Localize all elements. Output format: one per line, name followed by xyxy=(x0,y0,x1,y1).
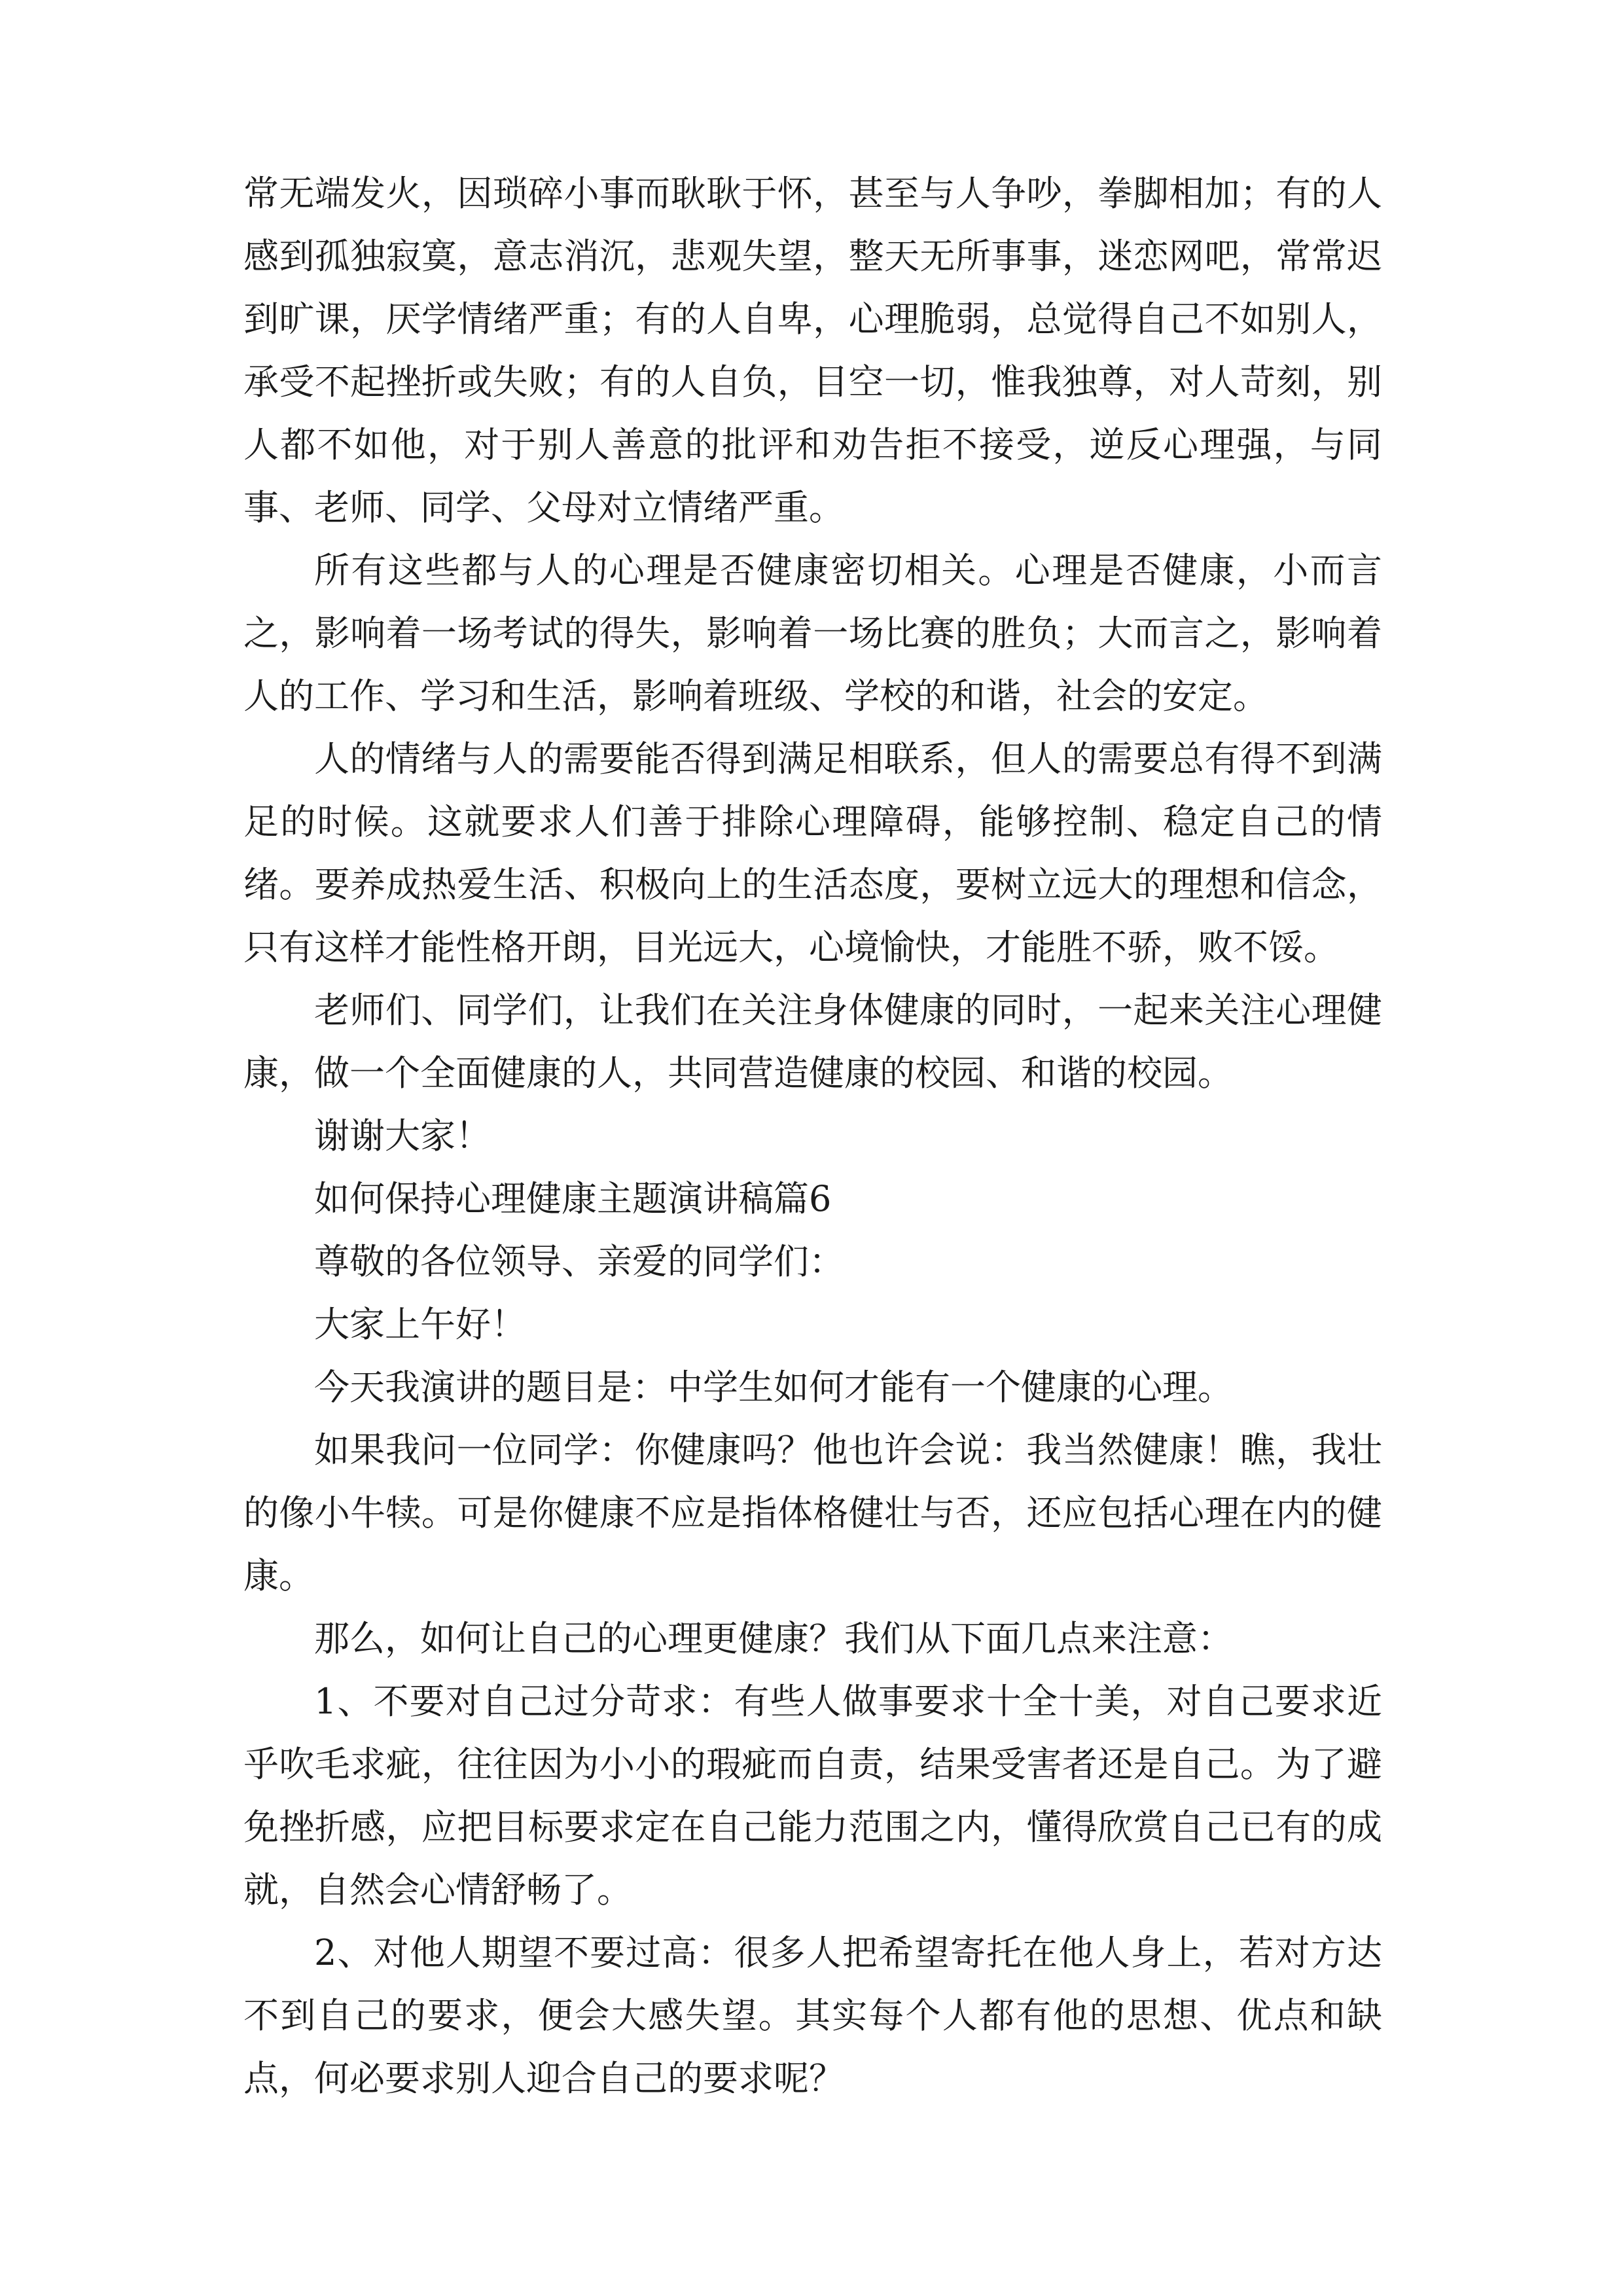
salutation: 尊敬的各位领导、亲爱的同学们： xyxy=(314,1241,844,1282)
paragraph-3: 人的情绪与人的需要能否得到满足相联系，但人的需要总有得不到满足的时候。这就要求人们善于排除心理障碍，能够控制、稳定自己的情绪。要养成热爱生活、积极向上的生活态度，要树立远大的理想和信念，只有这样才能性格开朗，目光远大，心境愉快，才能胜不骄，败不馁。 xyxy=(243,738,1382,968)
paragraph-1: 常无端发火，因琐碎小事而耿耿于怀，甚至与人争吵，拳脚相加；有的人感到孤独寂寞，意志消沉，悲观失望，整天无所事事，迷恋网吧，常常迟到旷课，厌学情绪严重；有的人自卑，心理脆弱，总觉得自己不如别人，承受不起挫折或失败；有的人自负，目空一切，惟我独尊，对人苛刻，别人都不如他，对于别人善意的批评和劝告拒不接受，逆反心理强，与同事、老师、同学、父母对立情绪严重。 xyxy=(243,173,1382,528)
point-1: 1、不要对自己过分苛求：有些人做事要求十全十美，对自己要求近乎吹毛求疵，往往因为小小的瑕疵而自责，结果受害者还是自己。为了避免挫折感，应把目标要求定在自己能力范围之内，懂得欣赏自己已有的成就，自然会心情舒畅了。 xyxy=(243,1681,1382,1910)
paragraph-health-question: 如果我问一位同学：你健康吗？他也许会说：我当然健康！瞧，我壮的像小牛犊。可是你健康不应是指体格健壮与否，还应包括心理在内的健康。 xyxy=(243,1429,1382,1596)
closing-thanks: 谢谢大家！ xyxy=(314,1115,491,1157)
point-2: 2、对他人期望不要过高：很多人把希望寄托在他人身上，若对方达不到自己的要求，便会大感失望。其实每个人都有他的思想、优点和缺点，何必要求别人迎合自己的要求呢？ xyxy=(243,1932,1382,2099)
speech-topic: 今天我演讲的题目是：中学生如何才能有一个健康的心理。 xyxy=(314,1367,1233,1408)
greeting: 大家上午好！ xyxy=(314,1304,526,1345)
document-body xyxy=(243,162,1382,2110)
section-title: 如何保持心理健康主题演讲稿篇6 xyxy=(314,1178,832,1219)
paragraph-intro-points: 那么，如何让自己的心理更健康？我们从下面几点来注意： xyxy=(314,1618,1233,1659)
paragraph-2: 所有这些都与人的心理是否健康密切相关。心理是否健康，小而言之，影响着一场考试的得失，影响着一场比赛的胜负；大而言之，影响着人的工作、学习和生活，影响着班级、学校的和谐，社会的安定。 xyxy=(243,550,1382,717)
paragraph-4: 老师们、同学们，让我们在关注身体健康的同时，一起来关注心理健康，做一个全面健康的人，共同营造健康的校园、和谐的校园。 xyxy=(243,990,1382,1094)
